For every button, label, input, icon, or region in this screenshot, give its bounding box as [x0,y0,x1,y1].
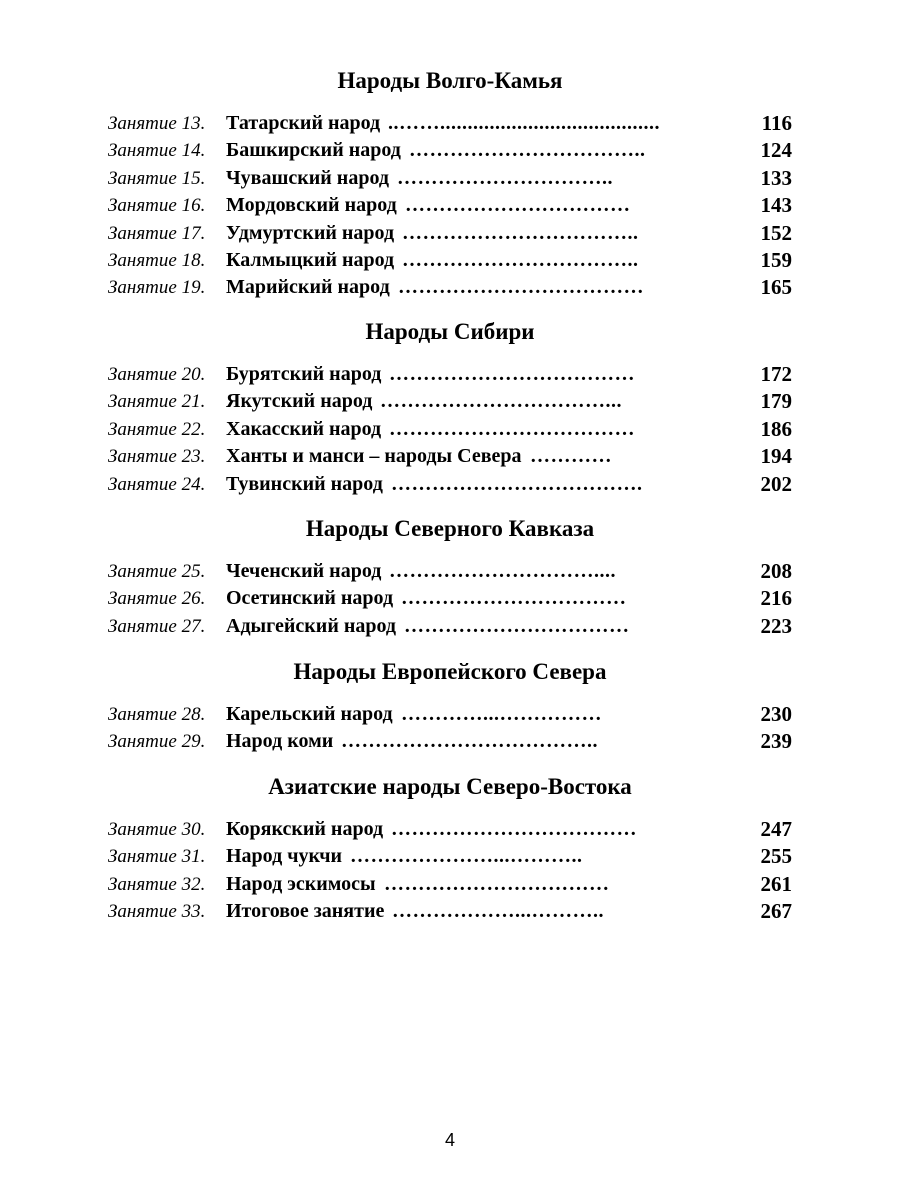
entry-title: Татарский народ [226,112,381,134]
leader-dots: ……………………………… [398,276,644,299]
page-reference: 255 [760,844,792,869]
toc-entry [108,728,792,755]
entry-title: Калмыцкий народ [226,248,395,271]
entry-title: Народ эскимосы [226,872,376,895]
lesson-label: Занятие 22. [108,418,206,440]
entry-title: Якутский народ [226,390,373,413]
lesson-label: Занятие 18. [108,249,206,271]
lesson-label: Занятие 20. [108,364,206,385]
leader-dots: ..……........................................ [388,112,660,134]
toc-entries [108,110,792,302]
page-reference: 179 [760,389,792,414]
leader-dots: …………………………….. [402,221,639,244]
page-reference: 172 [760,362,792,386]
leader-dots: ……………………………... [380,390,622,413]
lesson-label: Занятие 24. [108,473,206,495]
toc-section-european-north [108,657,792,756]
lesson-label: Занятие 16. [108,195,206,217]
toc-entry [108,416,792,443]
lesson-label: Занятие 25. [108,561,206,582]
leader-dots: …………………...……….. [350,845,583,868]
page-reference: 267 [760,899,792,924]
leader-dots: ………………………….... [389,560,616,582]
leader-dots: ………………………….. [397,166,613,189]
page-number: 4 [444,1130,455,1150]
toc-section-northeast-asia [108,772,792,926]
lesson-label: Занятие 33. [108,901,206,923]
toc-entry [108,388,792,415]
leader-dots: …………………………….. [402,248,639,271]
toc-entry [108,110,792,137]
entry-title: Марийский народ [226,276,390,299]
section-title: Народы Сибири [365,319,535,344]
leader-dots: ………… [530,445,612,468]
page-reference: 124 [760,138,792,163]
leader-dots: …………...…………… [401,703,602,725]
entry-title: Чувашский народ [226,166,389,189]
entry-title: Адыгейский народ [226,614,397,637]
leader-dots: ……………………………… [389,417,635,440]
entry-title: Удмуртский народ [226,221,395,244]
lesson-label: Занятие 15. [108,167,206,189]
section-title: Азиатские народы Северо-Востока [268,774,632,799]
page-reference: 247 [760,817,792,841]
lesson-label: Занятие 32. [108,873,206,895]
lesson-label: Занятие 28. [108,704,206,725]
lesson-label: Занятие 30. [108,819,206,840]
leader-dots: …………………………… [405,194,631,217]
entry-title: Народ чукчи [226,845,343,868]
toc-section-volga-kama [108,66,792,302]
entry-title: Тувинский народ [226,472,383,495]
leader-dots: …………………………… [401,587,627,610]
toc-entry [108,471,792,498]
page-reference: 216 [760,586,792,611]
toc-section-siberia [108,317,792,498]
lesson-label: Занятие 19. [108,277,206,299]
entry-title: Итоговое занятие [226,900,385,923]
toc-entry [108,843,792,870]
toc-entries [108,701,792,756]
toc-entry [108,871,792,898]
page-reference: 223 [760,613,792,638]
toc-entry [108,443,792,470]
toc-section-north-caucasus [108,514,792,640]
page-reference: 133 [760,165,792,190]
lesson-label: Занятие 13. [108,113,206,134]
toc-entries [108,558,792,640]
page-reference: 261 [760,871,792,896]
leader-dots: …………………………… [404,614,630,637]
page-reference: 239 [760,729,792,754]
page-reference: 143 [760,193,792,218]
page-reference: 230 [760,702,792,726]
toc-entry [108,613,792,640]
page-reference: 208 [760,559,792,583]
entry-title: Хакасский народ [226,417,382,440]
section-title: Народы Северного Кавказа [305,516,595,541]
lesson-label: Занятие 31. [108,846,206,868]
entry-title: Народ коми [226,730,334,753]
lesson-label: Занятие 27. [108,615,206,637]
toc-entry [108,165,792,192]
toc-entry [108,220,792,247]
toc-entry [108,585,792,612]
lesson-label: Занятие 17. [108,222,206,244]
toc-entry [108,898,792,925]
lesson-label: Занятие 29. [108,731,206,753]
toc-entry [108,274,792,301]
lesson-label: Занятие 26. [108,588,206,610]
toc-entry [108,247,792,274]
page-reference: 186 [760,416,792,441]
leader-dots: …………………………….. [409,139,646,162]
lesson-label: Занятие 23. [108,446,206,468]
toc-entry [108,701,792,728]
entry-title: Мордовский народ [226,194,397,217]
toc-entry [108,558,792,585]
toc-entry [108,816,792,843]
page-reference: 165 [760,275,792,300]
page-reference: 202 [760,471,792,496]
entry-title: Башкирский народ [226,139,401,162]
toc-entry [108,361,792,388]
toc-entry [108,192,792,219]
leader-dots: ……………………………….. [341,730,598,753]
page-reference: 194 [760,444,792,469]
leader-dots: ……………………………… [389,363,635,385]
leader-dots: ………………...……….. [392,900,604,923]
toc-entries [108,361,792,498]
page-reference: 152 [760,220,792,245]
entry-title: Осетинский народ [226,587,394,610]
toc-entries [108,816,792,926]
page-reference: 159 [760,247,792,272]
entry-title: Ханты и манси – народы Севера [226,445,522,468]
section-title: Народы Европейского Севера [293,659,607,684]
entry-title: Корякский народ [226,818,384,840]
lesson-label: Занятие 14. [108,140,206,162]
entry-title: Карельский народ [226,703,393,725]
lesson-label: Занятие 21. [108,391,206,413]
leader-dots: ……………………………… [391,818,637,840]
leader-dots: …………………………… [384,872,610,895]
entry-title: Чеченский народ [226,560,382,582]
leader-dots: ………………………………. [391,472,643,495]
toc-entry [108,137,792,164]
page-reference: 116 [761,111,792,135]
section-title: Народы Волго-Камья [337,68,563,93]
entry-title: Бурятский народ [226,363,382,385]
